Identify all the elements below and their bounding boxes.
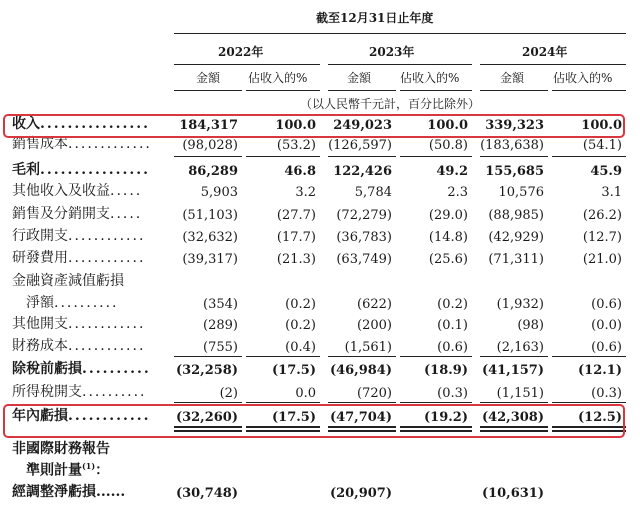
cell-revenue-pct-2022: 100.0 bbox=[275, 118, 316, 133]
col-rule-amt-2022 bbox=[174, 90, 242, 91]
cell-finance-costs-amount-2024: (2,163) bbox=[496, 340, 544, 355]
cell-loss-before-tax-pct-2024: (12.1) bbox=[578, 363, 622, 378]
cell-selling-expenses-amount-2023: (72,279) bbox=[336, 208, 392, 223]
row-label-income-tax: 所得稅開支.......... bbox=[12, 384, 147, 400]
col-pct-2023: 佔收入的% bbox=[400, 71, 460, 85]
rule-after-finance bbox=[246, 356, 320, 357]
cell-impairment-net-amount-2022: (354) bbox=[203, 297, 238, 312]
rule-after-finance bbox=[174, 356, 242, 357]
year-heading-2023: 2023年 bbox=[369, 45, 415, 59]
cell-finance-costs-amount-2022: (755) bbox=[203, 340, 238, 355]
row-label-other-income: 其他收入及收益..... bbox=[12, 183, 143, 199]
cell-other-income-amount-2022: 5,903 bbox=[200, 185, 238, 200]
rule-after-cost bbox=[246, 156, 320, 157]
cell-admin-expenses-pct-2022: (17.7) bbox=[276, 230, 316, 245]
cell-other-income-amount-2023: 5,784 bbox=[354, 185, 392, 200]
cell-gross-profit-pct-2023: 49.2 bbox=[436, 164, 468, 179]
rule-after-tax bbox=[480, 402, 548, 403]
cell-other-income-pct-2023: 2.3 bbox=[447, 185, 468, 200]
year-rule-2022 bbox=[174, 64, 320, 65]
period-heading: 截至12月31日止年度 bbox=[316, 11, 434, 25]
col-pct-2024: 佔收入的% bbox=[553, 71, 613, 85]
cell-rd-expenses-pct-2024: (21.0) bbox=[582, 252, 622, 267]
cell-impairment-net-pct-2024: (0.6) bbox=[591, 297, 622, 312]
cell-income-tax-amount-2023: (720) bbox=[357, 386, 392, 401]
cell-income-tax-amount-2022: (2) bbox=[219, 386, 238, 401]
cell-revenue-pct-2023: 100.0 bbox=[427, 118, 468, 133]
cell-finance-costs-pct-2023: (0.6) bbox=[437, 340, 468, 355]
row-label-selling-expenses: 銷售及分銷開支..... bbox=[12, 206, 143, 222]
cell-revenue-amount-2024: 339,323 bbox=[485, 118, 544, 133]
cell-loss-for-year-amount-2022: (32,260) bbox=[175, 410, 238, 425]
cell-admin-expenses-pct-2023: (14.8) bbox=[428, 230, 468, 245]
col-rule-pct-2024 bbox=[552, 90, 626, 91]
cell-cost-of-sales-pct-2023: (50.8) bbox=[428, 138, 468, 153]
cell-income-tax-pct-2022: 0.0 bbox=[295, 386, 316, 401]
rule-after-cost bbox=[400, 156, 472, 157]
adjusted-value-2024: (10,631) bbox=[481, 486, 544, 501]
col-amount-2024: 金額 bbox=[500, 71, 525, 85]
cell-admin-expenses-amount-2022: (32,632) bbox=[182, 230, 238, 245]
cell-gross-profit-amount-2022: 86,289 bbox=[188, 164, 238, 179]
cell-other-expenses-pct-2022: (0.2) bbox=[285, 318, 316, 333]
rule-after-cost bbox=[480, 156, 548, 157]
rule-after-tax bbox=[246, 402, 320, 403]
rule-after-tax bbox=[400, 402, 472, 403]
unit-note: （以人民幣千元計，百分比除外） bbox=[300, 97, 481, 111]
cell-revenue-amount-2023: 249,023 bbox=[333, 118, 392, 133]
cell-cost-of-sales-pct-2024: (54.1) bbox=[582, 138, 622, 153]
row-label-cost-of-sales: 銷售成本............. bbox=[12, 136, 152, 152]
rule-after-finance bbox=[552, 356, 626, 357]
cell-loss-for-year-pct-2022: (17.5) bbox=[272, 410, 316, 425]
col-rule-pct-2023 bbox=[400, 90, 472, 91]
rule-after-tax bbox=[174, 402, 242, 403]
cell-loss-before-tax-amount-2022: (32,258) bbox=[175, 363, 238, 378]
ifrs-heading-line2: 準則計量$^{(1)}$： bbox=[26, 461, 110, 479]
cell-selling-expenses-amount-2024: (88,985) bbox=[488, 208, 544, 223]
cell-rd-expenses-amount-2023: (63,749) bbox=[336, 252, 392, 267]
cell-rd-expenses-amount-2024: (71,311) bbox=[488, 252, 544, 267]
cell-finance-costs-pct-2022: (0.4) bbox=[285, 340, 316, 355]
cell-impairment-net-pct-2022: (0.2) bbox=[285, 297, 316, 312]
adjusted-net-loss-label: 經調整淨虧損...... bbox=[12, 484, 126, 500]
cell-loss-before-tax-pct-2022: (17.5) bbox=[272, 363, 316, 378]
rule-after-cost bbox=[552, 156, 626, 157]
adjusted-value-2023: (20,907) bbox=[329, 486, 392, 501]
period-rule bbox=[174, 33, 626, 34]
cell-admin-expenses-amount-2024: (42,929) bbox=[488, 230, 544, 245]
col-pct-2022: 佔收入的% bbox=[248, 71, 308, 85]
cell-gross-profit-amount-2023: 122,426 bbox=[333, 164, 392, 179]
cell-other-expenses-pct-2024: (0.0) bbox=[591, 318, 622, 333]
year-heading-2022: 2022年 bbox=[218, 45, 264, 59]
cell-other-expenses-amount-2022: (289) bbox=[203, 318, 238, 333]
col-rule-amt-2023 bbox=[328, 90, 396, 91]
cell-admin-expenses-pct-2024: (12.7) bbox=[582, 230, 622, 245]
cell-loss-before-tax-amount-2023: (46,984) bbox=[329, 363, 392, 378]
cell-other-income-pct-2024: 3.1 bbox=[601, 185, 622, 200]
rule-after-finance bbox=[400, 356, 472, 357]
row-label-loss-for-year: 年內虧損............ bbox=[12, 408, 151, 424]
year-rule-2024 bbox=[480, 64, 626, 65]
highlight-loss-row bbox=[3, 404, 625, 438]
cell-income-tax-pct-2023: (0.3) bbox=[437, 386, 468, 401]
rule-after-tax bbox=[552, 402, 626, 403]
cell-other-income-amount-2024: 10,576 bbox=[498, 185, 544, 200]
cell-selling-expenses-amount-2022: (51,103) bbox=[182, 208, 238, 223]
cell-other-income-pct-2022: 3.2 bbox=[295, 185, 316, 200]
cell-loss-for-year-amount-2024: (42,308) bbox=[481, 410, 544, 425]
rule-after-tax bbox=[328, 402, 396, 403]
cell-revenue-amount-2022: 184,317 bbox=[179, 118, 238, 133]
row-label-other-expenses: 其他開支............ bbox=[12, 316, 146, 332]
cell-impairment-net-amount-2023: (622) bbox=[357, 297, 392, 312]
cell-finance-costs-pct-2024: (0.6) bbox=[591, 340, 622, 355]
rule-after-cost bbox=[174, 156, 242, 157]
highlight-revenue-row bbox=[3, 114, 625, 138]
cell-selling-expenses-pct-2023: (29.0) bbox=[428, 208, 468, 223]
cell-impairment-net-amount-2024: (1,932) bbox=[496, 297, 544, 312]
col-amount-2022: 金額 bbox=[196, 71, 221, 85]
cell-finance-costs-amount-2023: (1,561) bbox=[344, 340, 392, 355]
cell-cost-of-sales-pct-2022: (53.2) bbox=[276, 138, 316, 153]
row-label-admin-expenses: 行政開支............ bbox=[12, 228, 146, 244]
cell-revenue-pct-2024: 100.0 bbox=[581, 118, 622, 133]
cell-other-expenses-amount-2023: (200) bbox=[357, 318, 392, 333]
cell-rd-expenses-amount-2022: (39,317) bbox=[182, 252, 238, 267]
row-label-gross-profit: 毛利................ bbox=[12, 162, 150, 178]
year-heading-2024: 2024年 bbox=[522, 45, 568, 59]
cell-gross-profit-pct-2024: 45.9 bbox=[590, 164, 622, 179]
cell-gross-profit-amount-2024: 155,685 bbox=[485, 164, 544, 179]
adjusted-value-2022: (30,748) bbox=[175, 486, 238, 501]
row-label-revenue: 收入................ bbox=[12, 116, 150, 132]
col-amount-2023: 金額 bbox=[347, 71, 372, 85]
cell-rd-expenses-pct-2022: (21.3) bbox=[276, 252, 316, 267]
cell-gross-profit-pct-2022: 46.8 bbox=[284, 164, 316, 179]
cell-income-tax-pct-2024: (0.3) bbox=[591, 386, 622, 401]
cell-other-expenses-amount-2024: (98) bbox=[517, 318, 544, 333]
year-rule-2023 bbox=[328, 64, 472, 65]
row-label-loss-before-tax: 除稅前虧損.......... bbox=[12, 361, 151, 377]
cell-other-expenses-pct-2023: (0.1) bbox=[437, 318, 468, 333]
cell-selling-expenses-pct-2022: (27.7) bbox=[276, 208, 316, 223]
rule-after-finance bbox=[328, 356, 396, 357]
row-label-impairment-net: 淨額.......... bbox=[12, 295, 119, 311]
rule-after-cost bbox=[328, 156, 396, 157]
cell-impairment-net-pct-2023: (0.2) bbox=[437, 297, 468, 312]
row-label-finance-costs: 財務成本............ bbox=[12, 338, 146, 354]
ifrs-heading-line1: 非國際財務報告 bbox=[12, 441, 110, 457]
cell-cost-of-sales-amount-2024: (183,638) bbox=[480, 138, 544, 153]
cell-loss-before-tax-pct-2023: (18.9) bbox=[424, 363, 468, 378]
cell-admin-expenses-amount-2023: (36,783) bbox=[336, 230, 392, 245]
cell-rd-expenses-pct-2023: (25.6) bbox=[428, 252, 468, 267]
cell-cost-of-sales-amount-2022: (98,028) bbox=[182, 138, 238, 153]
cell-selling-expenses-pct-2024: (26.2) bbox=[582, 208, 622, 223]
cell-cost-of-sales-amount-2023: (126,597) bbox=[328, 138, 392, 153]
row-label-rd-expenses: 研發費用............ bbox=[12, 250, 146, 266]
row-label-impairment-heading: 金融資產減值虧損 bbox=[12, 273, 124, 289]
cell-income-tax-amount-2024: (1,151) bbox=[496, 386, 544, 401]
rule-after-finance bbox=[480, 356, 548, 357]
cell-loss-before-tax-amount-2024: (41,157) bbox=[481, 363, 544, 378]
cell-loss-for-year-pct-2024: (12.5) bbox=[578, 410, 622, 425]
cell-loss-for-year-amount-2023: (47,704) bbox=[329, 410, 392, 425]
col-rule-pct-2022 bbox=[246, 90, 320, 91]
col-rule-amt-2024 bbox=[480, 90, 548, 91]
cell-loss-for-year-pct-2023: (19.2) bbox=[424, 410, 468, 425]
